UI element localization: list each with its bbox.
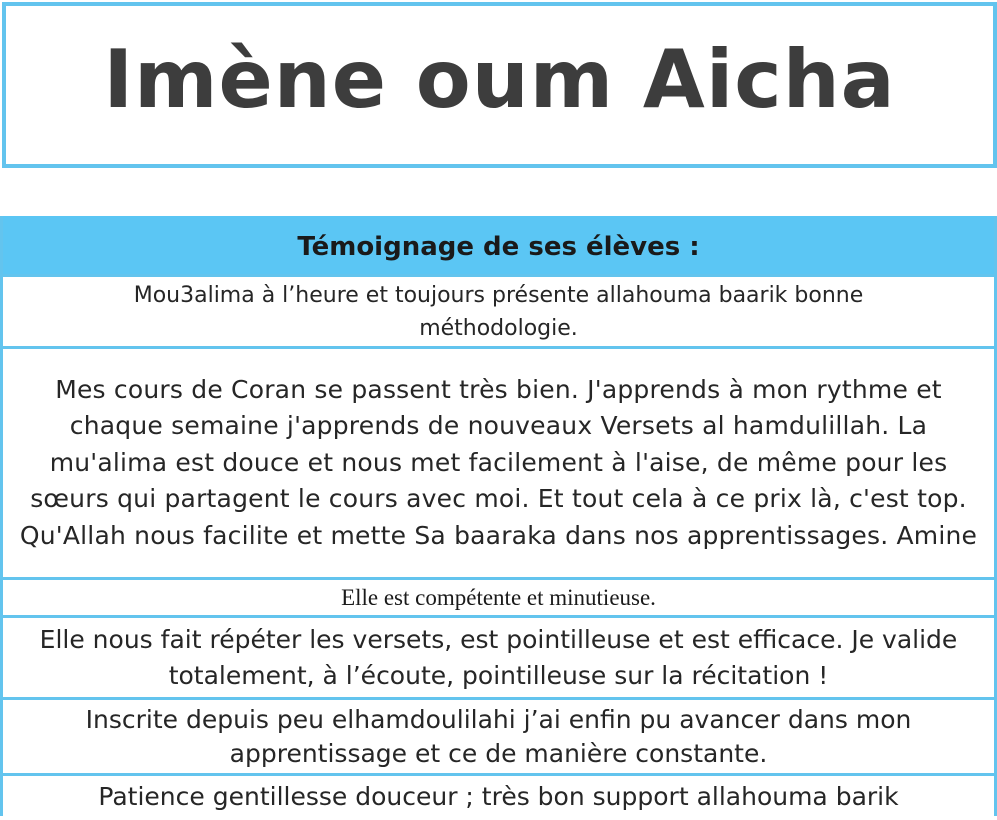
- testimonial-row: Elle nous fait répéter les versets, est pointilleuse et est efficace. Je valide totalement, à l’écoute, pointilleuse sur la récitation !: [3, 615, 994, 697]
- title-box: [2, 2, 997, 168]
- testimonial-row: Mes cours de Coran se passent très bien. J'apprends à mon rythme et chaque semaine j'apprends de nouveaux Versets al hamdulillah. La mu'alima est douce et nous met facilement à l'aise, de même pour les sœurs qui partagent le cours avec moi. Et tout cela à ce prix là, c'est top. Qu'Allah nous facilite et mette Sa baaraka dans nos apprentissages. Amine: [3, 346, 994, 577]
- testimonial-row: Patience gentillesse douceur ; très bon support allahouma barik: [3, 773, 994, 816]
- testimonial-row: Mou3alima à l’heure et toujours présente allahouma baarik bonne méthodologie.: [3, 274, 994, 346]
- testimonials-table: [0, 216, 997, 816]
- page-title: Imène oum Aicha: [103, 33, 896, 126]
- testimonial-row: Elle est compétente et minutieuse.: [3, 577, 994, 615]
- testimonial-row: Inscrite depuis peu elhamdoulilahi j’ai enfin pu avancer dans mon apprentissage et ce de manière constante.: [3, 697, 994, 773]
- table-header: Témoignage de ses élèves :: [3, 216, 994, 274]
